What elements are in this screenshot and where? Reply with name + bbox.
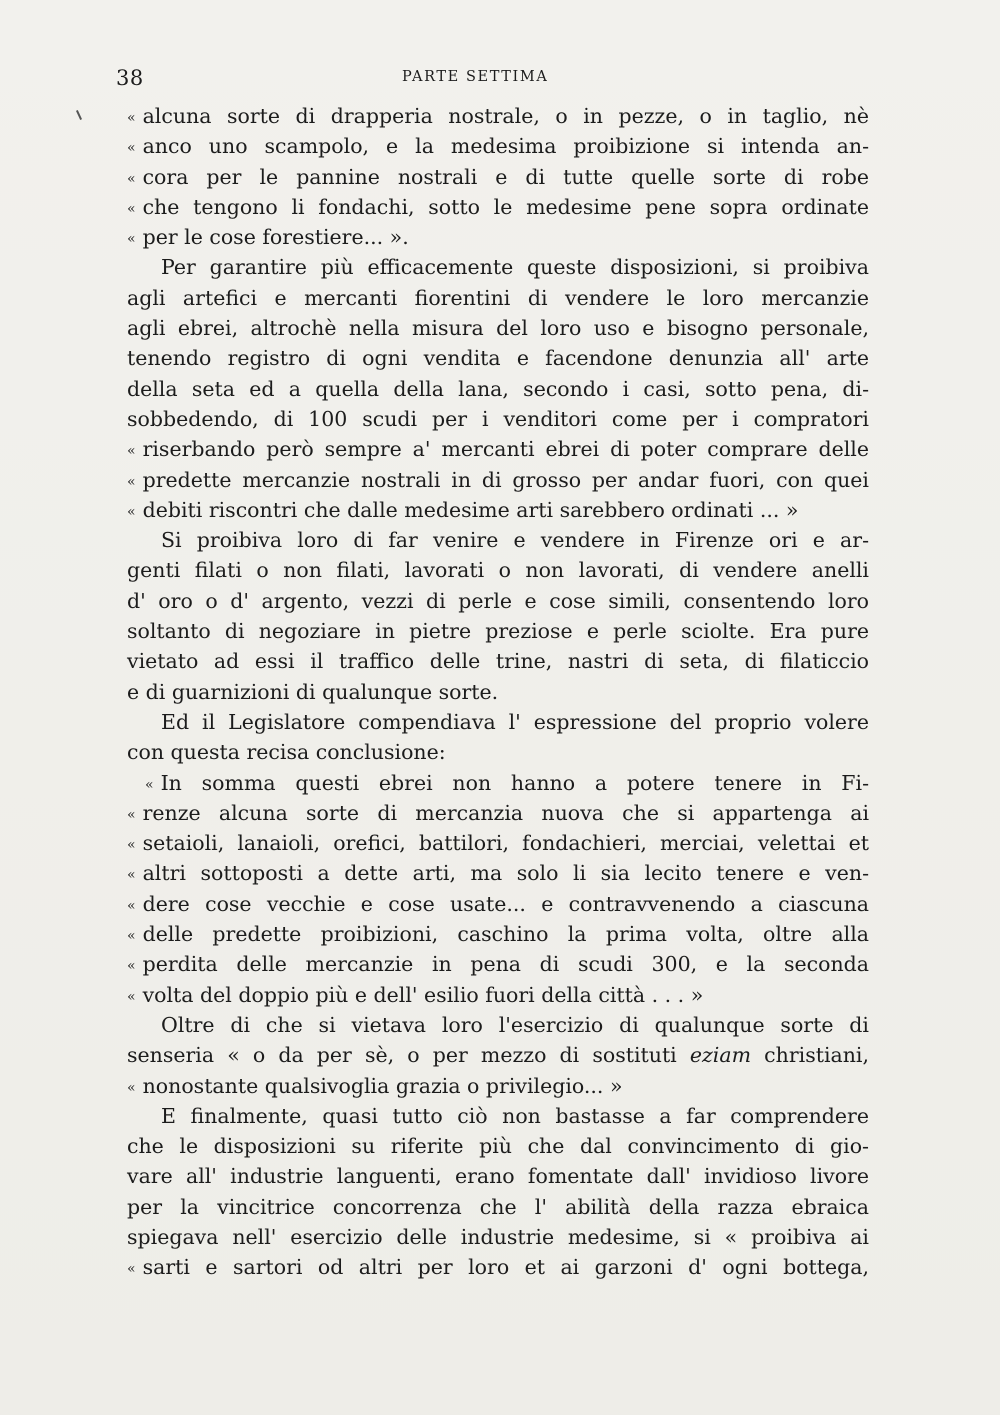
line-text: che tengono li fondachi, sotto le medesime pene sopra ordinate xyxy=(142,194,869,219)
guillemet-mark: « xyxy=(127,928,136,945)
line-text: predette mercanzie nostrali in di grosso per andar fuori, con quei xyxy=(142,467,869,492)
text-line xyxy=(127,919,869,949)
text-line: E finalmente, quasi tutto ciò non bastasse a far comprendere xyxy=(161,1103,869,1128)
text-line: d' oro o d' argento, vezzi di perle e cose simili, consentendo loro xyxy=(127,588,869,613)
text-line: sobbedendo, di 100 scudi per i venditori come per i compratori xyxy=(127,406,869,431)
guillemet-mark: « xyxy=(127,837,136,854)
text-line xyxy=(127,1252,869,1282)
line-text: debiti riscontri che dalle medesime arti sarebbero ordinati ... » xyxy=(142,497,799,522)
line-text: nonostante qualsivoglia grazia o privilegio... » xyxy=(142,1073,623,1098)
text-line xyxy=(127,434,869,464)
page-number: 38 xyxy=(116,66,144,90)
line-text: senseria « o da per sè, o per mezzo di sostituti xyxy=(127,1043,690,1068)
text-line xyxy=(127,768,869,798)
italic-word: eziam xyxy=(689,1043,752,1068)
guillemet-mark: « xyxy=(127,988,136,1005)
guillemet-mark: « xyxy=(127,1079,136,1096)
text-line: vietato ad essi il traffico delle trine, nastri di seta, di filaticcio xyxy=(127,649,869,674)
text-line xyxy=(127,798,869,828)
text-line: genti filati o non filati, lavorati o non lavorati, di vendere anelli xyxy=(127,558,869,583)
guillemet-mark: « xyxy=(127,867,136,884)
text-line xyxy=(127,465,869,495)
guillemet-mark: « xyxy=(127,200,136,217)
guillemet-mark: « xyxy=(127,231,136,248)
text-line xyxy=(127,889,869,919)
line-text: renze alcuna sorte di mercanzia nuova che si appartenga ai xyxy=(142,800,869,825)
body-text xyxy=(127,101,869,1283)
guillemet-mark: « xyxy=(127,958,136,975)
text-line xyxy=(127,828,869,858)
text-line xyxy=(127,1040,869,1070)
text-line xyxy=(127,858,869,888)
line-text: perdita delle mercanzie in pena di scudi 300, e la seconda xyxy=(142,952,869,977)
text-line xyxy=(127,980,869,1010)
text-line: agli ebrei, altrochè nella misura del loro uso e bisogno personale, xyxy=(127,316,869,341)
guillemet-mark: « xyxy=(127,1261,136,1278)
guillemet-mark: « xyxy=(127,140,136,157)
text-line xyxy=(127,101,869,131)
text-line: spiegava nell' esercizio delle industrie medesime, si « proibiva ai xyxy=(127,1224,869,1249)
text-line: soltanto di negoziare in pietre preziose e perle sciolte. Era pure xyxy=(127,619,869,644)
text-line: Oltre di che si vietava loro l'esercizio di qualunque sorte di xyxy=(161,1012,869,1037)
text-line xyxy=(127,162,869,192)
text-line: agli artefici e mercanti fiorentini di vendere le loro mercanzie xyxy=(127,285,869,310)
text-line xyxy=(127,192,869,222)
text-line: tenendo registro di ogni vendita e facendone denunzia all' arte xyxy=(127,346,869,371)
guillemet-mark: « xyxy=(145,776,154,793)
line-text: anco uno scampolo, e la medesima proibizione si intenda an- xyxy=(142,134,869,159)
margin-mark xyxy=(76,110,82,120)
guillemet-mark: « xyxy=(127,473,136,490)
line-text: dere cose vecchie e cose usate... e contravvenendo a ciascuna xyxy=(142,891,869,916)
text-line: Per garantire più efficacemente queste disposizioni, si proibiva xyxy=(161,255,869,280)
running-head: PARTE SETTIMA xyxy=(402,69,549,85)
line-text: volta del doppio più e dell' esilio fuori della città . . . » xyxy=(142,982,704,1007)
text-line xyxy=(127,495,869,525)
text-line: per la vincitrice concorrenza che l' abilità della razza ebraica xyxy=(127,1194,869,1219)
text-line: con questa recisa conclusione: xyxy=(127,740,446,765)
line-text: cora per le pannine nostrali e di tutte quelle sorte di robe xyxy=(142,164,869,189)
line-text: christiani, xyxy=(751,1043,870,1068)
text-line xyxy=(127,949,869,979)
line-text: altri sottoposti a dette arti, ma solo li sia lecito tenere e ven- xyxy=(142,861,869,886)
line-text: delle predette proibizioni, caschino la prima volta, oltre alla xyxy=(142,922,869,947)
text-line xyxy=(127,1071,869,1101)
text-line: della seta ed a quella della lana, secondo i casi, sotto pena, di- xyxy=(127,376,869,401)
line-text: riserbando però sempre a' mercanti ebrei di poter comprare delle xyxy=(142,437,869,462)
text-line: Ed il Legislatore compendiava l' espressione del proprio volere xyxy=(161,709,869,734)
guillemet-mark: « xyxy=(127,503,136,520)
line-text: In somma questi ebrei non hanno a potere tenere in Fi- xyxy=(160,770,869,795)
page-header xyxy=(116,66,858,96)
text-line xyxy=(127,131,869,161)
line-text: alcuna sorte di drapperia nostrale, o in pezze, o in taglio, nè xyxy=(142,104,869,128)
text-line: vare all' industrie languenti, erano fomentate dall' invidioso livore xyxy=(127,1164,869,1189)
guillemet-mark: « xyxy=(127,110,136,126)
guillemet-mark: « xyxy=(127,170,136,187)
text-line: Si proibiva loro di far venire e vendere in Firenze ori e ar- xyxy=(161,528,869,553)
line-text: sarti e sartori od altri per loro et ai garzoni d' ogni bottega, xyxy=(142,1255,869,1280)
text-line: che le disposizioni su riferite più che dal convincimento di gio- xyxy=(127,1134,869,1159)
line-text: per le cose forestiere... ». xyxy=(142,225,409,250)
text-line: e di guarnizioni di qualunque sorte. xyxy=(127,679,499,704)
guillemet-mark: « xyxy=(127,897,136,914)
guillemet-mark: « xyxy=(127,443,136,460)
line-text: setaioli, lanaioli, orefici, battilori, fondachieri, merciai, velettai et xyxy=(142,831,869,856)
text-line xyxy=(127,222,869,252)
guillemet-mark: « xyxy=(127,806,136,823)
